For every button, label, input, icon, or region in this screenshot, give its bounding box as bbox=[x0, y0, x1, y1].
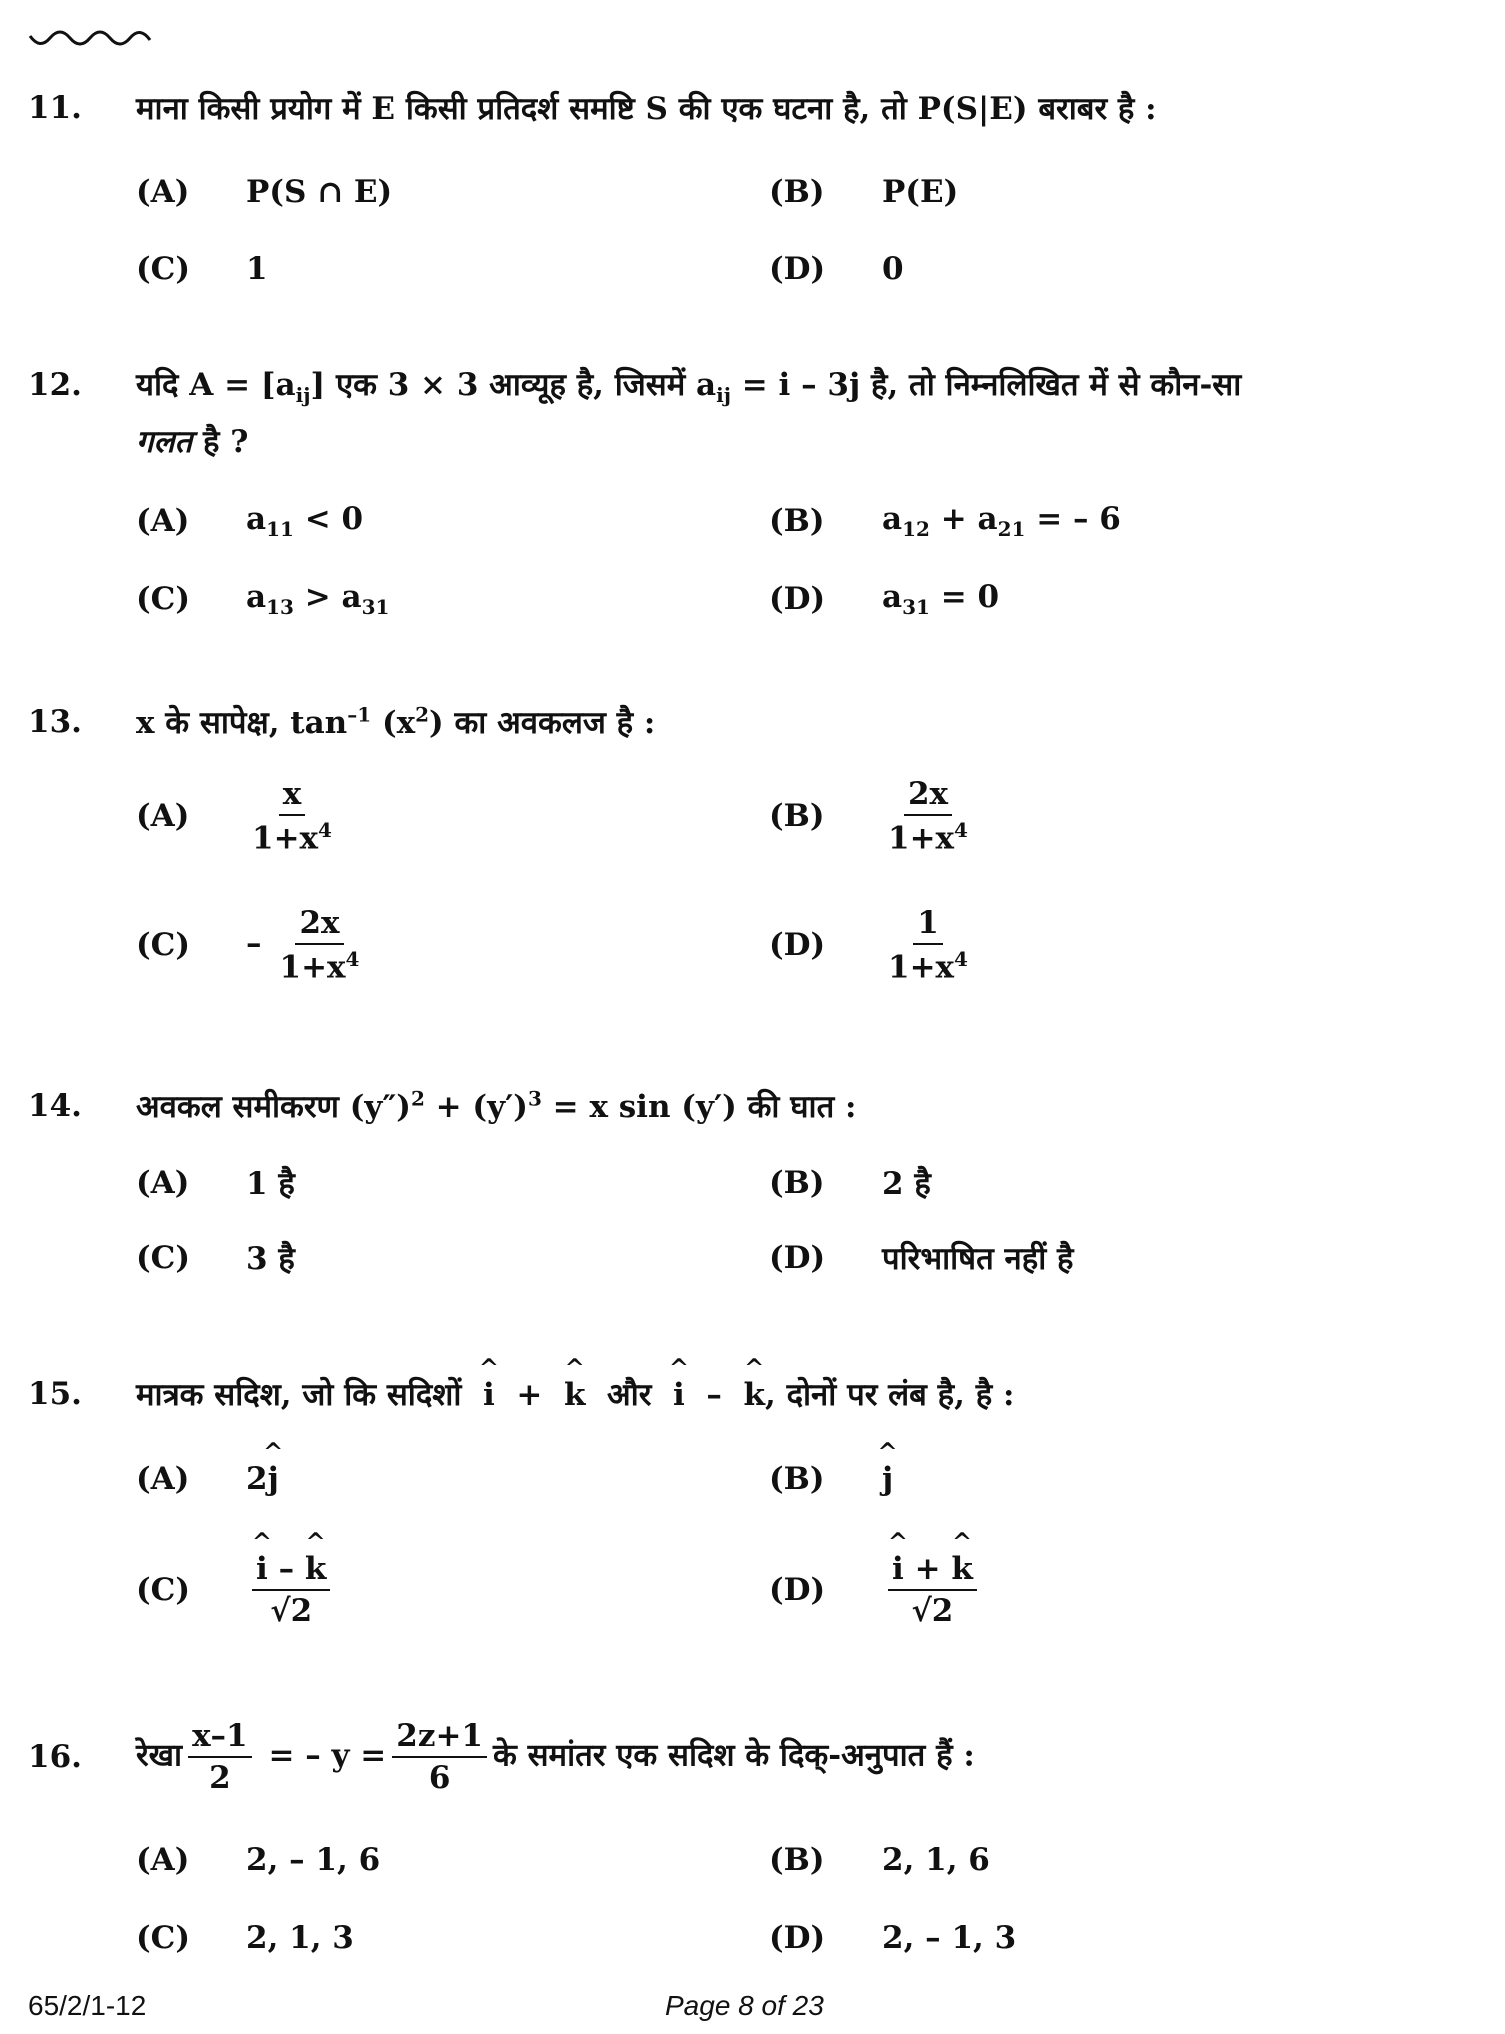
option-letter: (A) bbox=[136, 503, 190, 539]
option-value: – $\frac{2x}{1+x^4}$ bbox=[246, 904, 360, 986]
question-text: मात्रक सदिश, जो कि सदिशों ^ i + ^ k और ^ i – ^ k, दोनों पर लंब है, है : bbox=[136, 1373, 1014, 1415]
option-value: P(E) bbox=[882, 174, 959, 210]
question-text: अवकल समीकरण $(y'')^2 + (y')^3 = x$ sin (y′) की घात : bbox=[136, 1086, 857, 1125]
option-value: 2, – 1, 6 bbox=[246, 1842, 381, 1878]
question-number: 15. bbox=[28, 1376, 82, 1412]
option-value: $a_{31} = 0$ bbox=[882, 578, 1000, 620]
option-letter: (D) bbox=[769, 1920, 826, 1956]
option-letter: (B) bbox=[769, 503, 825, 539]
option-letter: (D) bbox=[769, 927, 826, 963]
wave-mark-icon bbox=[28, 28, 154, 52]
option-value: ^ j bbox=[882, 1461, 893, 1497]
question-number: 16. bbox=[28, 1739, 82, 1775]
option-letter: (B) bbox=[769, 1165, 825, 1201]
question-number: 13. bbox=[28, 704, 82, 740]
option-letter: (B) bbox=[769, 798, 825, 834]
option-value: 2^ j bbox=[246, 1461, 279, 1497]
option-value: 2 है bbox=[882, 1166, 931, 1202]
option-letter: (A) bbox=[136, 1461, 190, 1497]
paper-code: 65/2/1-12 bbox=[28, 1990, 147, 2021]
option-value: 2, – 1, 3 bbox=[882, 1920, 1017, 1956]
option-letter: (D) bbox=[769, 1240, 826, 1276]
option-value: परिभाषित नहीं है bbox=[882, 1241, 1074, 1277]
question-number: 11. bbox=[28, 90, 82, 126]
question-number: 14. bbox=[28, 1088, 82, 1124]
option-value: 3 है bbox=[246, 1241, 295, 1277]
option-letter: (B) bbox=[769, 1461, 825, 1497]
option-value: $a_{12} + a_{21}$ = – 6 bbox=[882, 500, 1121, 542]
question-text: x के सापेक्ष, $\tan^{-1} (x^2)$ का अवकलज है : bbox=[136, 702, 656, 741]
option-letter: (C) bbox=[136, 927, 191, 963]
option-letter: (A) bbox=[136, 1842, 190, 1878]
emphasis-word: गलत bbox=[136, 424, 193, 460]
question-number: 12. bbox=[28, 367, 82, 403]
option-letter: (C) bbox=[136, 251, 191, 287]
option-value: 1 bbox=[246, 251, 268, 287]
option-value: 0 bbox=[882, 251, 904, 287]
option-value: 1 है bbox=[246, 1166, 295, 1202]
question-text: माना किसी प्रयोग में E किसी प्रतिदर्श समष्टि S की एक घटना है, तो P(S|E) बराबर है : bbox=[136, 91, 1157, 127]
option-letter: (D) bbox=[769, 251, 826, 287]
option-value: P(S ∩ E) bbox=[246, 174, 393, 210]
option-value: ^ $\frac{i - \^{} k}{√2}$ bbox=[246, 1551, 336, 1629]
option-value: $a_{13} > a_{31}$ bbox=[246, 578, 390, 620]
option-letter: (C) bbox=[136, 581, 191, 617]
option-value: 2, 1, 3 bbox=[246, 1920, 354, 1956]
option-value: $a_{11} < 0$ bbox=[246, 500, 364, 542]
option-value: $\frac{x}{1+x^4}$ bbox=[252, 775, 332, 857]
option-letter: (A) bbox=[136, 1165, 190, 1201]
option-letter: (B) bbox=[769, 1842, 825, 1878]
option-letter: (C) bbox=[136, 1572, 191, 1608]
question-text: यदि $A = [a_{ij}]$ एक 3 × 3 आव्यूह है, जिसमें $a_{ij} = i - 3j$ है, तो निम्नलिखित में से कौन-सा bbox=[136, 366, 1242, 408]
option-value: $\frac{2x}{1+x^4}$ bbox=[888, 775, 968, 857]
option-letter: (D) bbox=[769, 1572, 826, 1608]
option-letter: (C) bbox=[136, 1920, 191, 1956]
option-letter: (C) bbox=[136, 1240, 191, 1276]
option-letter: (B) bbox=[769, 174, 825, 210]
option-value: ^ $\frac{i + \^{} k}{√2}$ bbox=[882, 1551, 983, 1629]
option-letter: (D) bbox=[769, 581, 826, 617]
option-letter: (A) bbox=[136, 798, 190, 834]
option-value: $\frac{1}{1+x^4}$ bbox=[888, 904, 968, 986]
page-number: Page 8 of 23 bbox=[665, 1990, 824, 2021]
option-value: 2, 1, 6 bbox=[882, 1842, 990, 1878]
question-text: रेखा $\frac{x-1}{2}$ = – y = $\frac{2z+1}{6}$ के समांतर एक सदिश के दिक्-अनुपात हैं : bbox=[136, 1718, 975, 1796]
question-text-line2: गलत है ? bbox=[136, 424, 249, 460]
option-letter: (A) bbox=[136, 174, 190, 210]
